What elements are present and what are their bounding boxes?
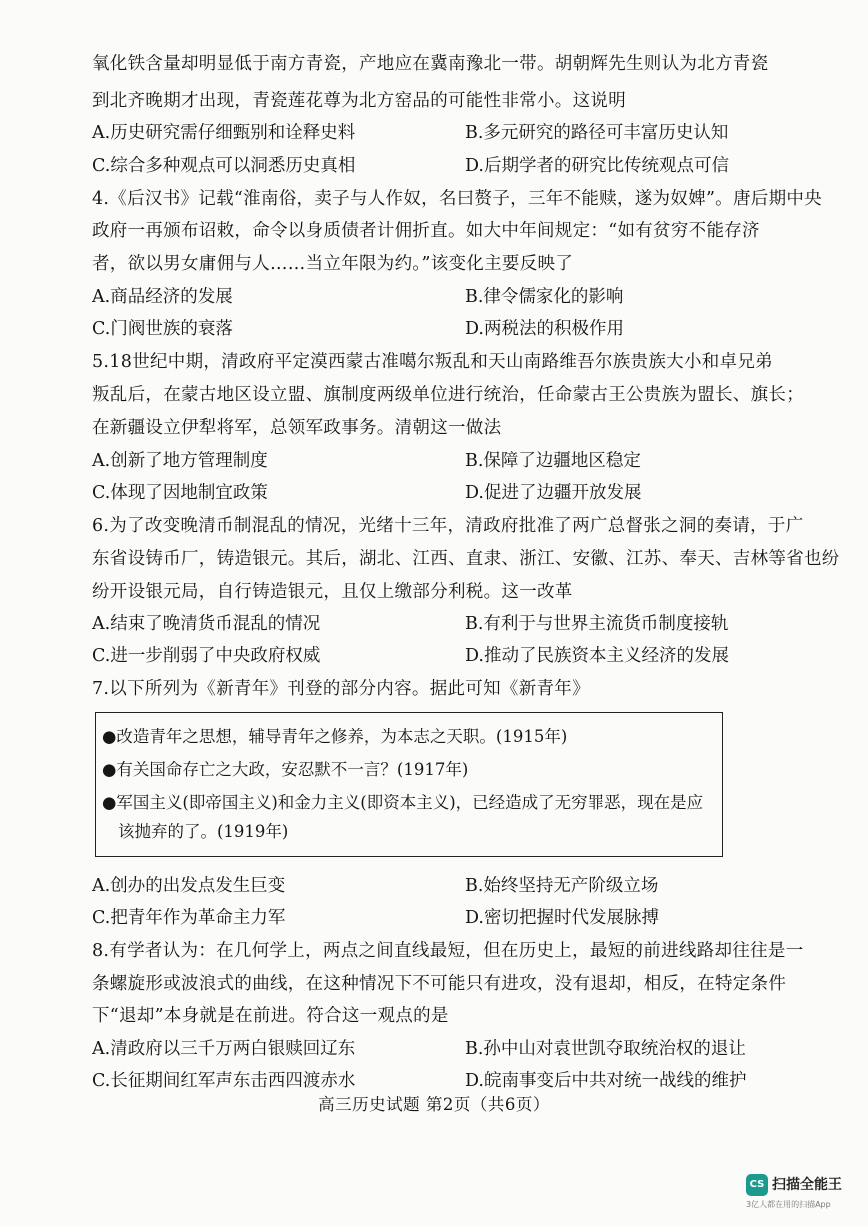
- question-8-stem-line-2: 条螺旋形或波浪式的曲线，在这种情况下不可能只有进攻，没有退却，相反，在特定条件: [92, 974, 787, 994]
- question-8-option-d[interactable]: D.皖南事变后中共对统一战线的维护: [465, 1071, 747, 1091]
- question-5-option-d[interactable]: D.促进了边疆开放发展: [465, 483, 642, 503]
- question-8-stem-line-3: 下“退却”本身就是在前进。符合这一观点的是: [92, 1006, 449, 1026]
- question-6-stem-line-2: 东省设铸币厂，铸造银元。其后，湖北、江西、直隶、浙江、安徽、江苏、奉天、吉林等省也纷: [92, 549, 840, 569]
- watermark-app-name: 扫描全能王: [772, 1177, 842, 1193]
- quotation-item-1919-line-2: 该抛弃的了。(1919年): [118, 822, 289, 841]
- question-4-option-c[interactable]: C.门阀世族的衰落: [92, 319, 233, 339]
- question-4-stem-line-3: 者，欲以男女庸佣与人……当立年限为约。”该变化主要反映了: [92, 254, 574, 274]
- quotation-item-1917: ●有关国命存亡之大政，安忍默不一言？(1917年): [102, 760, 469, 779]
- page-footer: 高三历史试题 第2页（共6页）: [318, 1095, 550, 1114]
- question-5-stem-line-2: 叛乱后，在蒙古地区设立盟、旗制度两级单位进行统治，任命蒙古王公贵族为盟长、旗长；: [92, 385, 804, 405]
- question-6-option-c[interactable]: C.进一步削弱了中央政府权威: [92, 646, 321, 666]
- question-8-option-c[interactable]: C.长征期间红军声东击西四渡赤水: [92, 1071, 356, 1091]
- question-6-option-d[interactable]: D.推动了民族资本主义经济的发展: [465, 646, 729, 666]
- scanner-watermark: [746, 1172, 866, 1218]
- question-6-option-a[interactable]: A.结束了晚清货币混乱的情况: [92, 614, 321, 634]
- watermark-subtitle: 3亿人都在用的扫描App: [746, 1200, 831, 1209]
- quotation-box: [95, 712, 723, 857]
- question-5-option-b[interactable]: B.保障了边疆地区稳定: [465, 451, 641, 471]
- quotation-item-1915: ●改造青年之思想，辅导青年之修养，为本志之天职。(1915年): [102, 727, 568, 746]
- question-6-stem-line-1: 6.为了改变晚清币制混乱的情况，光绪十三年，清政府批准了两广总督张之洞的奏请，于广: [92, 516, 804, 536]
- question-5-option-a[interactable]: A.创新了地方管理制度: [92, 451, 268, 471]
- question-5-option-c[interactable]: C.体现了因地制宜政策: [92, 483, 268, 503]
- question-7-option-c[interactable]: C.把青年作为革命主力军: [92, 908, 286, 928]
- question-3-stem-line-2: 到北齐晚期才出现，青瓷莲花尊为北方窑品的可能性非常小。这说明: [92, 91, 626, 111]
- question-5-stem-line-3: 在新疆设立伊犁将军，总领军政事务。清朝这一做法: [92, 418, 502, 438]
- question-3-option-c[interactable]: C.综合多种观点可以洞悉历史真相: [92, 156, 356, 176]
- question-7-option-b[interactable]: B.始终坚持无产阶级立场: [465, 876, 659, 896]
- question-6-option-b[interactable]: B.有利于与世界主流货币制度接轨: [465, 614, 729, 634]
- question-4-stem-line-1: 4.《后汉书》记载“淮南俗，卖子与人作奴，名曰赘子，三年不能赎，遂为奴婢”。唐后期中央: [92, 189, 822, 209]
- question-4-stem-line-2: 政府一再颁布诏敕，命令以身质债者计佣折直。如大中年间规定：“如有贫穷不能存济: [92, 221, 760, 241]
- quotation-item-1919-line-1: ●军国主义(即帝国主义)和金力主义(即资本主义)，已经造成了无穷罪恶，现在是应: [102, 793, 704, 812]
- question-7-stem-line-1: 7.以下所列为《新青年》刊登的部分内容。据此可知《新青年》: [92, 679, 590, 699]
- question-3-option-d[interactable]: D.后期学者的研究比传统观点可信: [465, 156, 729, 176]
- question-4-option-d[interactable]: D.两税法的积极作用: [465, 319, 624, 339]
- question-8-stem-line-1: 8.有学者认为：在几何学上，两点之间直线最短，但在历史上，最短的前进线路却往往是一: [92, 941, 804, 961]
- question-5-stem-line-1: 5.18世纪中期，清政府平定漠西蒙古准噶尔叛乱和天山南路维吾尔族贵族大小和卓兄弟: [92, 352, 773, 372]
- question-4-option-a[interactable]: A.商品经济的发展: [92, 287, 233, 307]
- question-3-option-b[interactable]: B.多元研究的路径可丰富历史认知: [465, 123, 729, 143]
- question-3-stem-line-1: 氧化铁含量却明显低于南方青瓷，产地应在冀南豫北一带。胡朝辉先生则认为北方青瓷: [92, 54, 769, 74]
- camscanner-logo-icon: CS: [746, 1174, 768, 1196]
- question-7-option-d[interactable]: D.密切把握时代发展脉搏: [465, 908, 659, 928]
- question-7-option-a[interactable]: A.创办的出发点发生巨变: [92, 876, 286, 896]
- question-3-option-a[interactable]: A.历史研究需仔细甄别和诠释史料: [92, 123, 356, 143]
- question-8-option-a[interactable]: A.清政府以三千万两白银赎回辽东: [92, 1039, 356, 1059]
- question-4-option-b[interactable]: B.律令儒家化的影响: [465, 287, 624, 307]
- question-8-option-b[interactable]: B.孙中山对袁世凯夺取统治权的退让: [465, 1039, 746, 1059]
- question-6-stem-line-3: 纷开设银元局，自行铸造银元，且仅上缴部分利税。这一改革: [92, 582, 573, 602]
